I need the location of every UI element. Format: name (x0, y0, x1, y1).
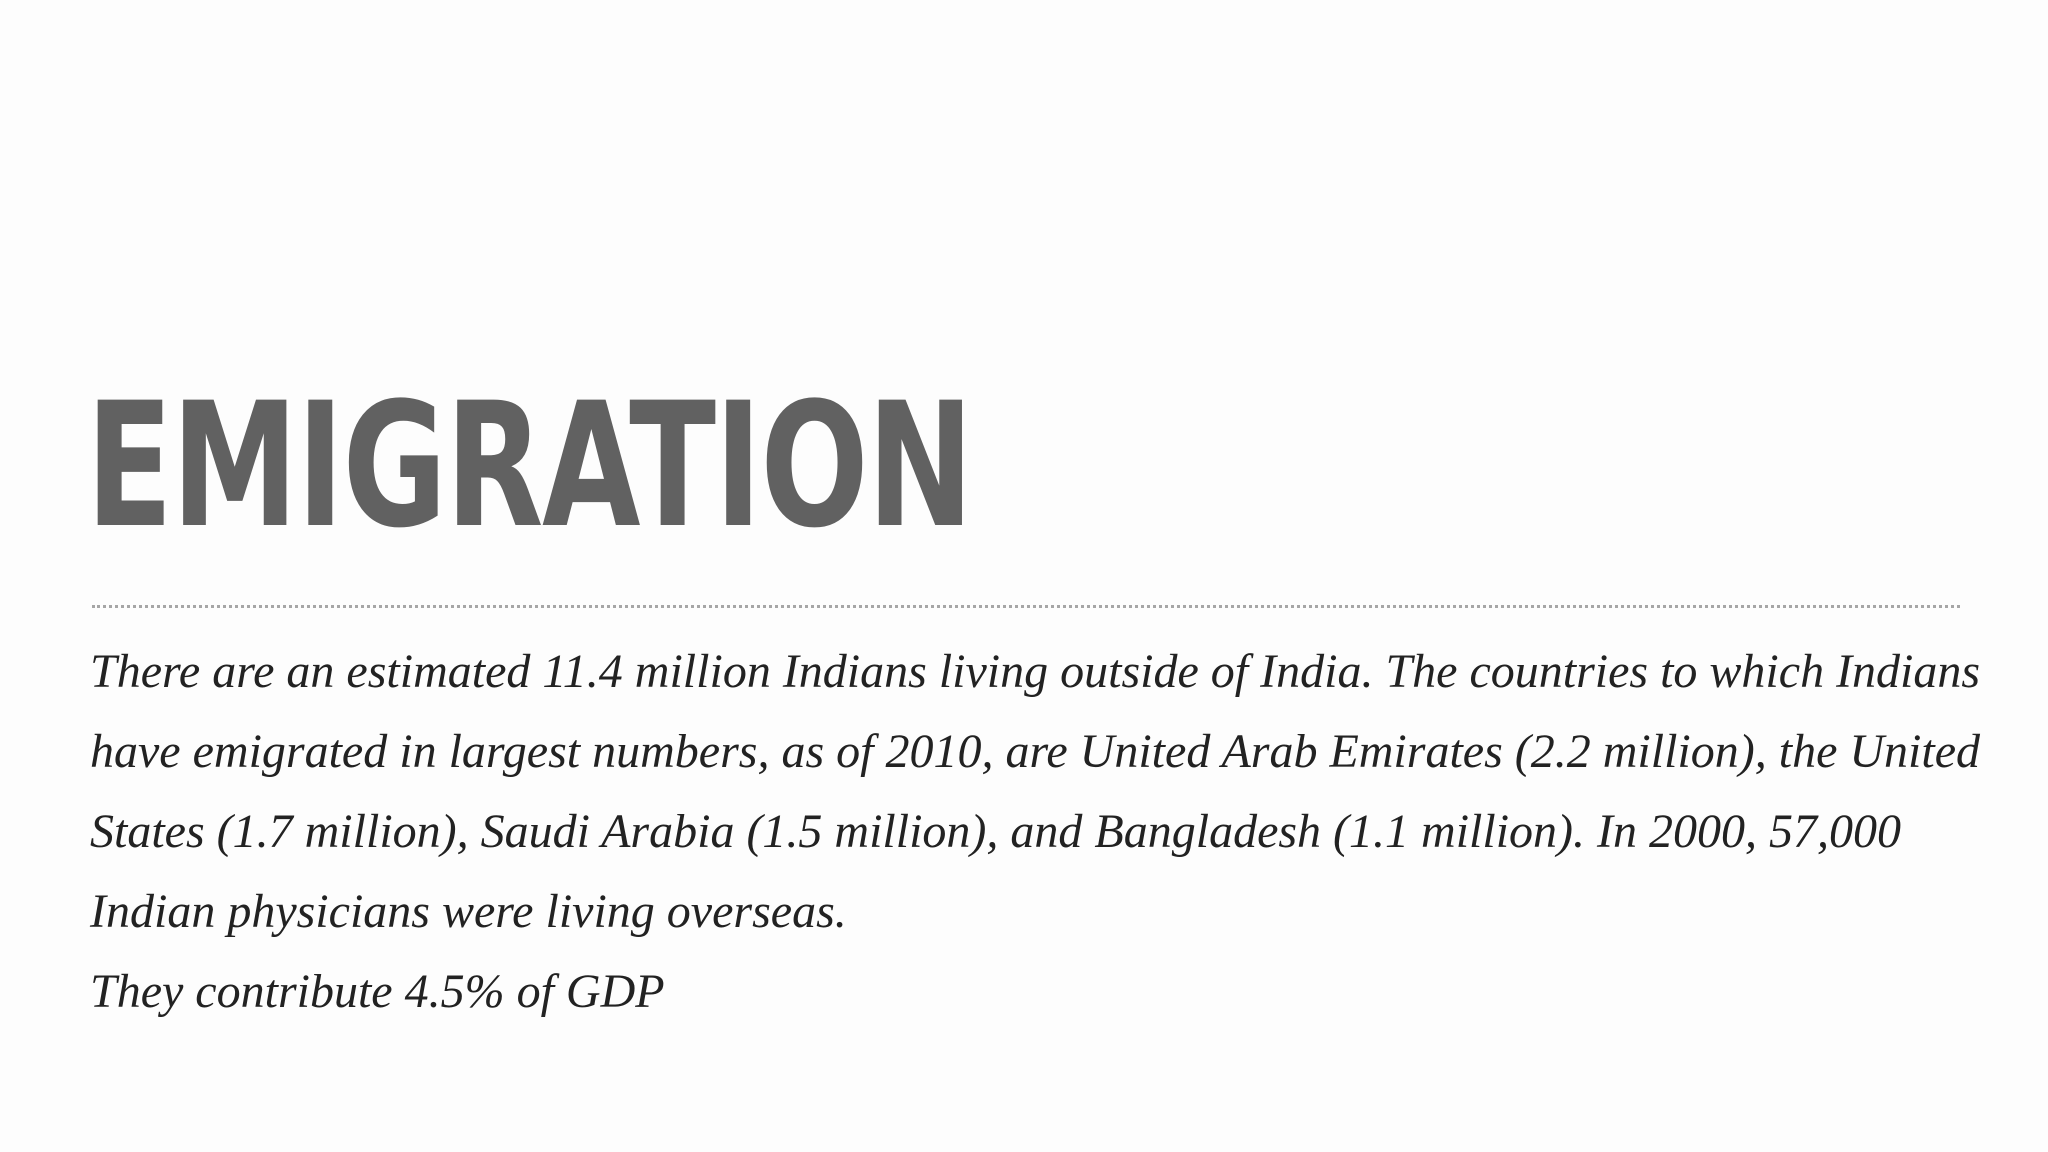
dotted-divider (92, 605, 1960, 608)
slide-title: EMIGRATION (86, 365, 973, 566)
body-paragraph: There are an estimated 11.4 million Indians living outside of India. The countries to which Indians have emigrated in largest numbers, as of 2010, are United Arab Emirates (2.2 million), the United States (1.7 million), Saudi Arabia (1.5 million), and Bangladesh (1.1 million). In 2000, 57,000 Indian physicians were living overseas. (90, 645, 1981, 938)
body-note: They contribute 4.5% of GDP (90, 965, 665, 1018)
slide-body (90, 632, 1990, 1032)
